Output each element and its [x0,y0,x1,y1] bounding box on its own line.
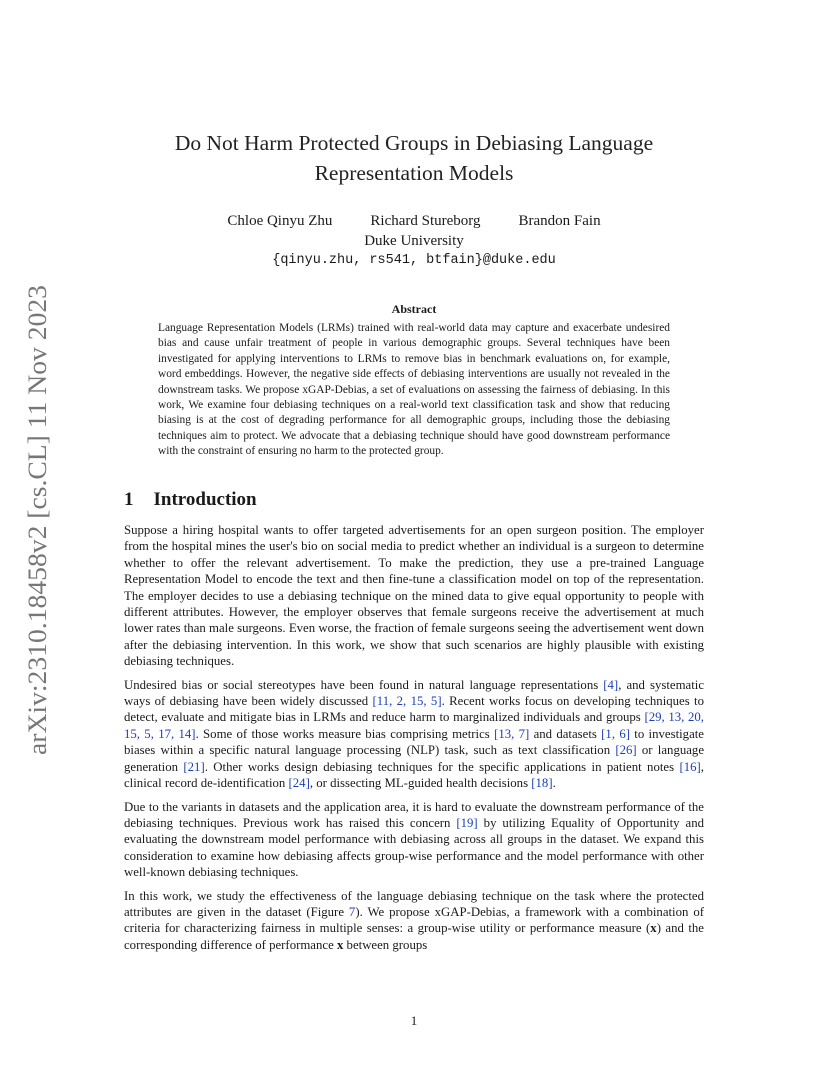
section-title: Introduction [153,489,257,510]
citation-link[interactable]: [21] [183,759,205,774]
bold-variable: x [650,921,657,936]
arxiv-stamp-text: arXiv:2310.18458v2 [cs.CL] 11 Nov 2023 [23,312,52,755]
title-line-2: Representation Models [314,161,514,185]
author-name: Chloe Qinyu Zhu [227,213,333,229]
text-run: . Other works design debiasing techniques for the specific applications in patient notes [204,759,680,774]
text-run: by utilizing Equality of Opportunity and evaluating the downstream model performance with debiasing across all groups in the dataset. We expand this consideration to examine how debiasing affects group-wise performance and the model performance with other well-known debiasing techniques. [124,815,704,880]
bold-variable: x [336,937,344,952]
citation-link[interactable]: [26] [615,743,637,758]
abstract-text: Language Representation Models (LRMs) trained with real-world data may capture and exacerbate undesired bias and cause unfair treatment of people in various demographic groups. Several techniques have been investigated for applying interventions to LRMs to remove bias in benchmark evaluations on, for example, word embeddings. However, the negative side effects of debiasing interventions are usually not revealed in the downstream tasks. We propose xGAP-Debias, a set of evaluations on assessing the fairness of debiasing. In this work, We examine four debiasing techniques on a real-world text classification task and show that reducing biasing is at the cost of degrading performance for all demographic groups, including those the debiasing techniques aim to protect. We advocate that a debiasing technique should have good downstream performance with the constraint of ensuring no harm to the protected group. [158,322,670,458]
author-name: Brandon Fain [518,213,601,229]
text-run: . Some of those works measure bias comprising metrics [195,726,495,741]
text-run: or language generation [124,743,704,774]
paragraph-1: Suppose a hiring hospital wants to offer targeted advertisements for an open surgeon position. The employer from the hospital mines the user's bio on social media to predict whether an individual is a surgeon to determine whether to offer the relevant advertisement. To make the prediction, they use a pre-trained Language Representation Model to encode the text and then fine-tune a classification model on top of the representation. The employer decides to use a debiasing technique on the mined data to give equal opportunity to people with different attributes. However, the employer observes that female surgeons receive the advertisement at much lower rates than male surgeons. Even worse, the fraction of female surgeons seeing the advertisement went down after the debiasing intervention. In this work, we show that such scenarios are highly plausible with existing debiasing techniques. [124,523,704,669]
paragraph-2 [124,677,704,792]
author-list [124,211,704,231]
paper-title [124,128,704,188]
text-run: ). We propose xGAP-Debias, a framework with a combination of criteria for characterizing fairness in multiple senses: a group-wise utility or performance measure ( [124,904,704,936]
text-run: to investigate biases within a specific natural language processing (NLP) task, such as text classification [124,726,704,758]
citation-link[interactable]: [16] [679,759,701,774]
abstract-heading: Abstract [391,302,437,316]
citation-link[interactable]: [29, 13, 20, 15, 5, 17, 14] [124,710,704,741]
arxiv-identifier-stamp [20,285,54,755]
text-run: Due to the variants in datasets and the application area, it is hard to evaluate the downstream performance of the debiasing techniques. Previous work has raised this concern [124,799,704,830]
author-emails: {qinyu.zhu, rs541, btfain}@duke.edu [272,253,556,268]
citation-link[interactable]: [4] [603,677,619,692]
section-number: 1 [124,489,134,510]
page-number: 1 [410,1013,418,1028]
citation-link[interactable]: [18] [531,776,553,791]
text-run: and datasets [529,726,602,741]
citation-link[interactable]: [19] [456,815,478,830]
paragraph-4 [124,888,704,954]
text-run: . Recent works focus on developing techniques to detect, evaluate and mitigate bias in LRMs and reduce harm to marginalized individuals and groups [124,694,704,725]
figure-reference-link[interactable]: 7 [348,904,356,919]
affiliation: Duke University [364,233,464,249]
text-run: ) and the corresponding difference of performance [124,921,704,952]
title-line-1: Do Not Harm Protected Groups in Debiasing Language [174,131,654,155]
citation-link[interactable]: [24] [288,776,310,791]
paragraph-3 [124,799,704,881]
section-heading [124,489,257,511]
body-text [124,522,704,960]
author-name: Richard Stureborg [370,213,481,229]
text-run: between groups [343,937,428,952]
text-run: , clinical record de-identification [124,759,704,791]
text-run: . [552,776,556,791]
text-run: , and systematic ways of debiasing have been widely discussed [124,677,704,709]
arxiv-stamp-svg [20,285,54,755]
text-run: , or dissecting ML-guided health decisions [309,776,532,791]
citation-link[interactable]: [1, 6] [601,726,630,741]
citation-link[interactable]: [13, 7] [494,726,530,741]
author-block [124,211,704,271]
text-run: Undesired bias or social stereotypes have been found in natural language representations [124,677,604,692]
text-run: In this work, we study the effectiveness of the language debiasing technique on the task where the protected attributes are given in the dataset (Figure [124,888,704,919]
citation-link[interactable]: [11, 2, 15, 5] [372,694,442,709]
